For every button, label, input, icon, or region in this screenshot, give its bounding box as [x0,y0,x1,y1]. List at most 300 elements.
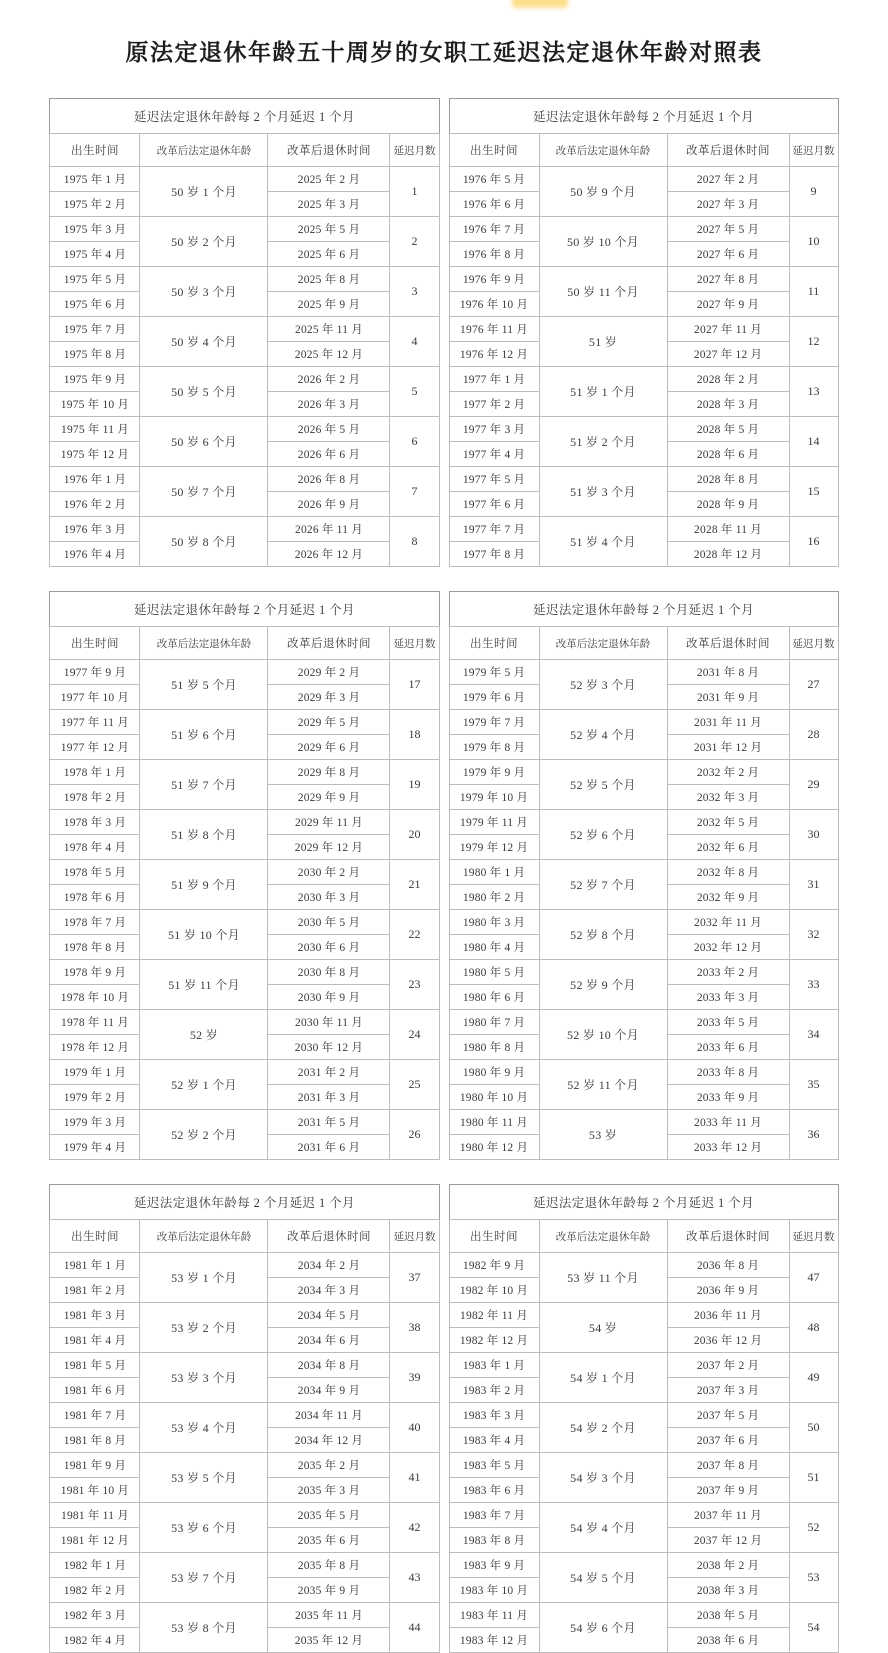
retirement-age-cell: 52 岁 2 个月 [140,1110,268,1160]
retirement-age-cell: 51 岁 5 个月 [140,660,268,710]
table-row [449,760,838,785]
retirement-date-cell: 2025 年 3 月 [268,192,390,217]
delay-months-cell: 13 [789,367,838,417]
birth-date-cell: 1981 年 11 月 [50,1503,140,1528]
delay-months-cell: 30 [789,810,838,860]
birth-date-cell: 1982 年 11 月 [449,1303,539,1328]
table-row [449,860,838,885]
delay-months-cell: 1 [390,167,439,217]
birth-date-cell: 1975 年 4 月 [50,242,140,267]
retirement-date-cell: 2029 年 9 月 [268,785,390,810]
birth-date-cell: 1976 年 7 月 [449,217,539,242]
delay-months-cell: 2 [390,217,439,267]
column-header-retirement-date: 改革后退休时间 [268,627,390,660]
delay-months-cell: 33 [789,960,838,1010]
table-row [50,910,439,935]
retirement-date-cell: 2037 年 5 月 [667,1403,789,1428]
retirement-date-cell: 2027 年 6 月 [667,242,789,267]
retirement-age-cell: 52 岁 4 个月 [539,710,667,760]
column-header-retirement-date: 改革后退休时间 [667,1220,789,1253]
delay-months-cell: 22 [390,910,439,960]
retirement-date-cell: 2035 年 3 月 [268,1478,390,1503]
retirement-age-cell: 54 岁 1 个月 [539,1353,667,1403]
retirement-date-cell: 2033 年 5 月 [667,1010,789,1035]
table-row [449,910,838,935]
retirement-date-cell: 2033 年 9 月 [667,1085,789,1110]
birth-date-cell: 1977 年 5 月 [449,467,539,492]
retirement-date-cell: 2027 年 5 月 [667,217,789,242]
retirement-age-cell: 51 岁 8 个月 [140,810,268,860]
birth-date-cell: 1978 年 7 月 [50,910,140,935]
retirement-date-cell: 2035 年 12 月 [268,1628,390,1653]
delay-months-cell: 14 [789,417,838,467]
retirement-date-cell: 2029 年 3 月 [268,685,390,710]
retirement-age-cell: 52 岁 8 个月 [539,910,667,960]
retirement-date-cell: 2032 年 2 月 [667,760,789,785]
column-header-delay-months: 延迟月数 [789,627,838,660]
birth-date-cell: 1977 年 1 月 [449,367,539,392]
table-block [44,98,844,567]
table-row [449,167,838,192]
column-header-delay-months: 延迟月数 [390,134,439,167]
delay-months-cell: 16 [789,517,838,567]
table-row [449,1010,838,1035]
retirement-age-cell: 53 岁 5 个月 [140,1453,268,1503]
retirement-date-cell: 2026 年 2 月 [268,367,390,392]
table-banner: 延迟法定退休年龄每 2 个月延迟 1 个月 [50,592,439,627]
birth-date-cell: 1979 年 5 月 [449,660,539,685]
retirement-age-cell: 51 岁 11 个月 [140,960,268,1010]
birth-date-cell: 1978 年 12 月 [50,1035,140,1060]
birth-date-cell: 1980 年 9 月 [449,1060,539,1085]
retirement-date-cell: 2034 年 8 月 [268,1353,390,1378]
retirement-date-cell: 2026 年 6 月 [268,442,390,467]
retirement-age-cell: 52 岁 10 个月 [539,1010,667,1060]
retirement-age-cell: 51 岁 1 个月 [539,367,667,417]
table-row [449,317,838,342]
retirement-age-cell: 51 岁 4 个月 [539,517,667,567]
retirement-age-cell: 53 岁 4 个月 [140,1403,268,1453]
birth-date-cell: 1976 年 4 月 [50,542,140,567]
birth-date-cell: 1981 年 12 月 [50,1528,140,1553]
retirement-age-cell: 53 岁 [539,1110,667,1160]
column-header-retirement-age: 改革后法定退休年龄 [140,134,268,167]
table-block [44,591,844,1160]
birth-date-cell: 1979 年 9 月 [449,760,539,785]
retirement-date-cell: 2033 年 11 月 [667,1110,789,1135]
birth-date-cell: 1982 年 9 月 [449,1253,539,1278]
retirement-date-cell: 2032 年 8 月 [667,860,789,885]
table-banner-row [449,592,838,627]
table-blocks-container [0,67,888,1653]
birth-date-cell: 1981 年 9 月 [50,1453,140,1478]
retirement-date-cell: 2037 年 8 月 [667,1453,789,1478]
retirement-age-cell: 50 岁 1 个月 [140,167,268,217]
birth-date-cell: 1976 年 12 月 [449,342,539,367]
table-row [449,960,838,985]
birth-date-cell: 1975 年 9 月 [50,367,140,392]
retirement-date-cell: 2025 年 8 月 [268,267,390,292]
retirement-date-cell: 2031 年 8 月 [667,660,789,685]
retirement-date-cell: 2030 年 5 月 [268,910,390,935]
retirement-age-cell: 53 岁 7 个月 [140,1553,268,1603]
delay-months-cell: 15 [789,467,838,517]
retirement-date-cell: 2025 年 2 月 [268,167,390,192]
retirement-age-cell: 51 岁 6 个月 [140,710,268,760]
table-row [449,1453,838,1478]
retirement-date-cell: 2038 年 5 月 [667,1603,789,1628]
birth-date-cell: 1979 年 4 月 [50,1135,140,1160]
birth-date-cell: 1975 年 5 月 [50,267,140,292]
birth-date-cell: 1983 年 11 月 [449,1603,539,1628]
retirement-age-cell: 54 岁 5 个月 [539,1553,667,1603]
column-header-retirement-date: 改革后退休时间 [268,1220,390,1253]
retirement-date-cell: 2026 年 8 月 [268,467,390,492]
retirement-date-cell: 2036 年 9 月 [667,1278,789,1303]
birth-date-cell: 1981 年 8 月 [50,1428,140,1453]
retirement-date-cell: 2027 年 11 月 [667,317,789,342]
retirement-date-cell: 2030 年 12 月 [268,1035,390,1060]
table-row [50,1453,439,1478]
retirement-age-cell: 50 岁 11 个月 [539,267,667,317]
table-row [449,267,838,292]
retirement-date-cell: 2031 年 9 月 [667,685,789,710]
retirement-date-cell: 2029 年 8 月 [268,760,390,785]
table-row [50,660,439,685]
table-banner-row [449,99,838,134]
retirement-date-cell: 2032 年 12 月 [667,935,789,960]
birth-date-cell: 1975 年 12 月 [50,442,140,467]
retirement-date-cell: 2031 年 2 月 [268,1060,390,1085]
retirement-date-cell: 2035 年 6 月 [268,1528,390,1553]
birth-date-cell: 1980 年 11 月 [449,1110,539,1135]
retirement-age-cell: 53 岁 11 个月 [539,1253,667,1303]
table-row [50,860,439,885]
table-header-row [449,1220,838,1253]
retirement-date-cell: 2032 年 9 月 [667,885,789,910]
retirement-date-cell: 2036 年 12 月 [667,1328,789,1353]
birth-date-cell: 1977 年 8 月 [449,542,539,567]
birth-date-cell: 1975 年 2 月 [50,192,140,217]
delay-months-cell: 53 [789,1553,838,1603]
birth-date-cell: 1981 年 5 月 [50,1353,140,1378]
birth-date-cell: 1979 年 12 月 [449,835,539,860]
retirement-date-cell: 2027 年 3 月 [667,192,789,217]
table-row [449,367,838,392]
column-header-retirement-age: 改革后法定退休年龄 [539,627,667,660]
delay-months-cell: 25 [390,1060,439,1110]
retirement-date-cell: 2033 年 12 月 [667,1135,789,1160]
delay-months-cell: 41 [390,1453,439,1503]
table-banner: 延迟法定退休年龄每 2 个月延迟 1 个月 [50,1185,439,1220]
birth-date-cell: 1978 年 1 月 [50,760,140,785]
birth-date-cell: 1983 年 1 月 [449,1353,539,1378]
column-header-birth-date: 出生时间 [449,627,539,660]
delay-months-cell: 32 [789,910,838,960]
delay-months-cell: 9 [789,167,838,217]
delay-months-cell: 40 [390,1403,439,1453]
birth-date-cell: 1976 年 5 月 [449,167,539,192]
retirement-date-cell: 2033 年 8 月 [667,1060,789,1085]
delay-months-cell: 54 [789,1603,838,1653]
retirement-age-cell: 51 岁 9 个月 [140,860,268,910]
retirement-date-cell: 2030 年 8 月 [268,960,390,985]
retirement-date-cell: 2034 年 11 月 [268,1403,390,1428]
birth-date-cell: 1975 年 7 月 [50,317,140,342]
delay-months-cell: 23 [390,960,439,1010]
birth-date-cell: 1975 年 1 月 [50,167,140,192]
table-row [449,417,838,442]
table-row [50,167,439,192]
retirement-age-cell: 50 岁 9 个月 [539,167,667,217]
birth-date-cell: 1978 年 10 月 [50,985,140,1010]
birth-date-cell: 1976 年 9 月 [449,267,539,292]
column-header-delay-months: 延迟月数 [390,627,439,660]
retirement-date-cell: 2025 年 5 月 [268,217,390,242]
delay-months-cell: 42 [390,1503,439,1553]
table-row [449,1060,838,1085]
table-row [50,1603,439,1628]
birth-date-cell: 1978 年 5 月 [50,860,140,885]
retirement-date-cell: 2032 年 11 月 [667,910,789,935]
delay-months-cell: 50 [789,1403,838,1453]
retirement-age-cell: 54 岁 3 个月 [539,1453,667,1503]
birth-date-cell: 1976 年 3 月 [50,517,140,542]
delay-months-cell: 39 [390,1353,439,1403]
retirement-age-cell: 54 岁 [539,1303,667,1353]
retirement-date-cell: 2034 年 3 月 [268,1278,390,1303]
retirement-age-cell: 52 岁 5 个月 [539,760,667,810]
table-banner: 延迟法定退休年龄每 2 个月延迟 1 个月 [449,99,838,134]
retirement-date-cell: 2038 年 6 月 [667,1628,789,1653]
table-row [449,660,838,685]
table-row [50,760,439,785]
table-header-row [50,1220,439,1253]
retirement-date-cell: 2029 年 6 月 [268,735,390,760]
delay-months-cell: 4 [390,317,439,367]
birth-date-cell: 1978 年 8 月 [50,935,140,960]
table-banner-row [449,1185,838,1220]
birth-date-cell: 1982 年 10 月 [449,1278,539,1303]
retirement-date-cell: 2032 年 5 月 [667,810,789,835]
birth-date-cell: 1981 年 1 月 [50,1253,140,1278]
retirement-date-cell: 2028 年 12 月 [667,542,789,567]
birth-date-cell: 1975 年 6 月 [50,292,140,317]
birth-date-cell: 1978 年 9 月 [50,960,140,985]
retirement-date-cell: 2025 年 9 月 [268,292,390,317]
retirement-date-cell: 2031 年 12 月 [667,735,789,760]
retirement-age-cell: 53 岁 6 个月 [140,1503,268,1553]
birth-date-cell: 1982 年 12 月 [449,1328,539,1353]
birth-date-cell: 1976 年 2 月 [50,492,140,517]
retirement-date-cell: 2026 年 12 月 [268,542,390,567]
retirement-date-cell: 2034 年 6 月 [268,1328,390,1353]
retirement-age-cell: 52 岁 7 个月 [539,860,667,910]
birth-date-cell: 1982 年 1 月 [50,1553,140,1578]
delay-months-cell: 19 [390,760,439,810]
retirement-date-cell: 2037 年 12 月 [667,1528,789,1553]
table-row [50,1303,439,1328]
birth-date-cell: 1975 年 10 月 [50,392,140,417]
column-header-retirement-date: 改革后退休时间 [268,134,390,167]
retirement-date-cell: 2028 年 9 月 [667,492,789,517]
delay-months-cell: 37 [390,1253,439,1303]
retirement-date-cell: 2037 年 11 月 [667,1503,789,1528]
birth-date-cell: 1979 年 7 月 [449,710,539,735]
birth-date-cell: 1977 年 11 月 [50,710,140,735]
retirement-date-cell: 2031 年 3 月 [268,1085,390,1110]
table-row [50,217,439,242]
delay-months-cell: 31 [789,860,838,910]
table-row [50,1110,439,1135]
retirement-date-cell: 2028 年 8 月 [667,467,789,492]
delay-months-cell: 12 [789,317,838,367]
retirement-age-cell: 54 岁 4 个月 [539,1503,667,1553]
delay-months-cell: 51 [789,1453,838,1503]
retirement-date-cell: 2026 年 9 月 [268,492,390,517]
retirement-date-cell: 2025 年 12 月 [268,342,390,367]
table-row [449,1503,838,1528]
delay-months-cell: 35 [789,1060,838,1110]
delay-months-cell: 5 [390,367,439,417]
table-row [50,1503,439,1528]
retirement-date-cell: 2035 年 5 月 [268,1503,390,1528]
column-header-retirement-age: 改革后法定退休年龄 [539,1220,667,1253]
retirement-date-cell: 2036 年 11 月 [667,1303,789,1328]
table-banner-row [50,99,439,134]
birth-date-cell: 1977 年 7 月 [449,517,539,542]
retirement-age-cell: 51 岁 [539,317,667,367]
birth-date-cell: 1982 年 3 月 [50,1603,140,1628]
retirement-schedule-table [449,98,839,567]
retirement-date-cell: 2030 年 9 月 [268,985,390,1010]
retirement-date-cell: 2033 年 3 月 [667,985,789,1010]
table-row [449,1353,838,1378]
retirement-schedule-table [449,591,839,1160]
table-row [50,1353,439,1378]
delay-months-cell: 48 [789,1303,838,1353]
retirement-date-cell: 2037 年 6 月 [667,1428,789,1453]
table-header-row [50,134,439,167]
retirement-date-cell: 2029 年 12 月 [268,835,390,860]
birth-date-cell: 1983 年 4 月 [449,1428,539,1453]
column-header-delay-months: 延迟月数 [390,1220,439,1253]
delay-months-cell: 6 [390,417,439,467]
column-header-birth-date: 出生时间 [449,134,539,167]
retirement-age-cell: 50 岁 2 个月 [140,217,268,267]
column-header-retirement-age: 改革后法定退休年龄 [140,1220,268,1253]
birth-date-cell: 1983 年 12 月 [449,1628,539,1653]
retirement-age-cell: 51 岁 7 个月 [140,760,268,810]
column-header-delay-months: 延迟月数 [789,134,838,167]
column-header-birth-date: 出生时间 [50,134,140,167]
retirement-age-cell: 52 岁 6 个月 [539,810,667,860]
retirement-date-cell: 2034 年 9 月 [268,1378,390,1403]
birth-date-cell: 1980 年 5 月 [449,960,539,985]
delay-months-cell: 36 [789,1110,838,1160]
table-row [50,417,439,442]
retirement-age-cell: 53 岁 3 个月 [140,1353,268,1403]
table-row [449,517,838,542]
retirement-date-cell: 2026 年 3 月 [268,392,390,417]
birth-date-cell: 1981 年 10 月 [50,1478,140,1503]
birth-date-cell: 1983 年 2 月 [449,1378,539,1403]
birth-date-cell: 1978 年 11 月 [50,1010,140,1035]
retirement-date-cell: 2027 年 8 月 [667,267,789,292]
birth-date-cell: 1977 年 12 月 [50,735,140,760]
retirement-date-cell: 2030 年 2 月 [268,860,390,885]
retirement-date-cell: 2031 年 5 月 [268,1110,390,1135]
birth-date-cell: 1977 年 6 月 [449,492,539,517]
birth-date-cell: 1979 年 2 月 [50,1085,140,1110]
retirement-date-cell: 2029 年 11 月 [268,810,390,835]
table-row [50,1553,439,1578]
birth-date-cell: 1980 年 10 月 [449,1085,539,1110]
delay-months-cell: 29 [789,760,838,810]
birth-date-cell: 1975 年 11 月 [50,417,140,442]
retirement-date-cell: 2027 年 2 月 [667,167,789,192]
retirement-age-cell: 53 岁 8 个月 [140,1603,268,1653]
birth-date-cell: 1980 年 8 月 [449,1035,539,1060]
retirement-date-cell: 2034 年 2 月 [268,1253,390,1278]
delay-months-cell: 49 [789,1353,838,1403]
table-row [449,1553,838,1578]
birth-date-cell: 1983 年 8 月 [449,1528,539,1553]
table-row [50,810,439,835]
page-title: 原法定退休年龄五十周岁的女职工延迟法定退休年龄对照表 [125,40,763,65]
birth-date-cell: 1978 年 3 月 [50,810,140,835]
retirement-age-cell: 50 岁 5 个月 [140,367,268,417]
birth-date-cell: 1983 年 7 月 [449,1503,539,1528]
retirement-age-cell: 53 岁 1 个月 [140,1253,268,1303]
birth-date-cell: 1978 年 6 月 [50,885,140,910]
retirement-age-cell: 54 岁 6 个月 [539,1603,667,1653]
birth-date-cell: 1979 年 11 月 [449,810,539,835]
retirement-date-cell: 2037 年 9 月 [667,1478,789,1503]
birth-date-cell: 1981 年 7 月 [50,1403,140,1428]
birth-date-cell: 1976 年 11 月 [449,317,539,342]
birth-date-cell: 1983 年 9 月 [449,1553,539,1578]
birth-date-cell: 1983 年 5 月 [449,1453,539,1478]
retirement-age-cell: 52 岁 [140,1010,268,1060]
birth-date-cell: 1980 年 1 月 [449,860,539,885]
retirement-date-cell: 2028 年 5 月 [667,417,789,442]
table-row [50,1060,439,1085]
table-row [50,367,439,392]
retirement-date-cell: 2028 年 11 月 [667,517,789,542]
retirement-age-cell: 50 岁 10 个月 [539,217,667,267]
column-header-birth-date: 出生时间 [50,1220,140,1253]
birth-date-cell: 1982 年 2 月 [50,1578,140,1603]
table-row [50,1253,439,1278]
table-header-row [449,627,838,660]
table-header-row [449,134,838,167]
birth-date-cell: 1982 年 4 月 [50,1628,140,1653]
table-row [449,1253,838,1278]
birth-date-cell: 1978 年 2 月 [50,785,140,810]
birth-date-cell: 1975 年 8 月 [50,342,140,367]
retirement-schedule-table [49,98,439,567]
table-header-row [50,627,439,660]
retirement-age-cell: 52 岁 1 个月 [140,1060,268,1110]
retirement-date-cell: 2035 年 2 月 [268,1453,390,1478]
table-row [449,467,838,492]
delay-months-cell: 20 [390,810,439,860]
table-banner: 延迟法定退休年龄每 2 个月延迟 1 个月 [50,99,439,134]
table-row [50,1403,439,1428]
birth-date-cell: 1980 年 7 月 [449,1010,539,1035]
retirement-date-cell: 2026 年 5 月 [268,417,390,442]
